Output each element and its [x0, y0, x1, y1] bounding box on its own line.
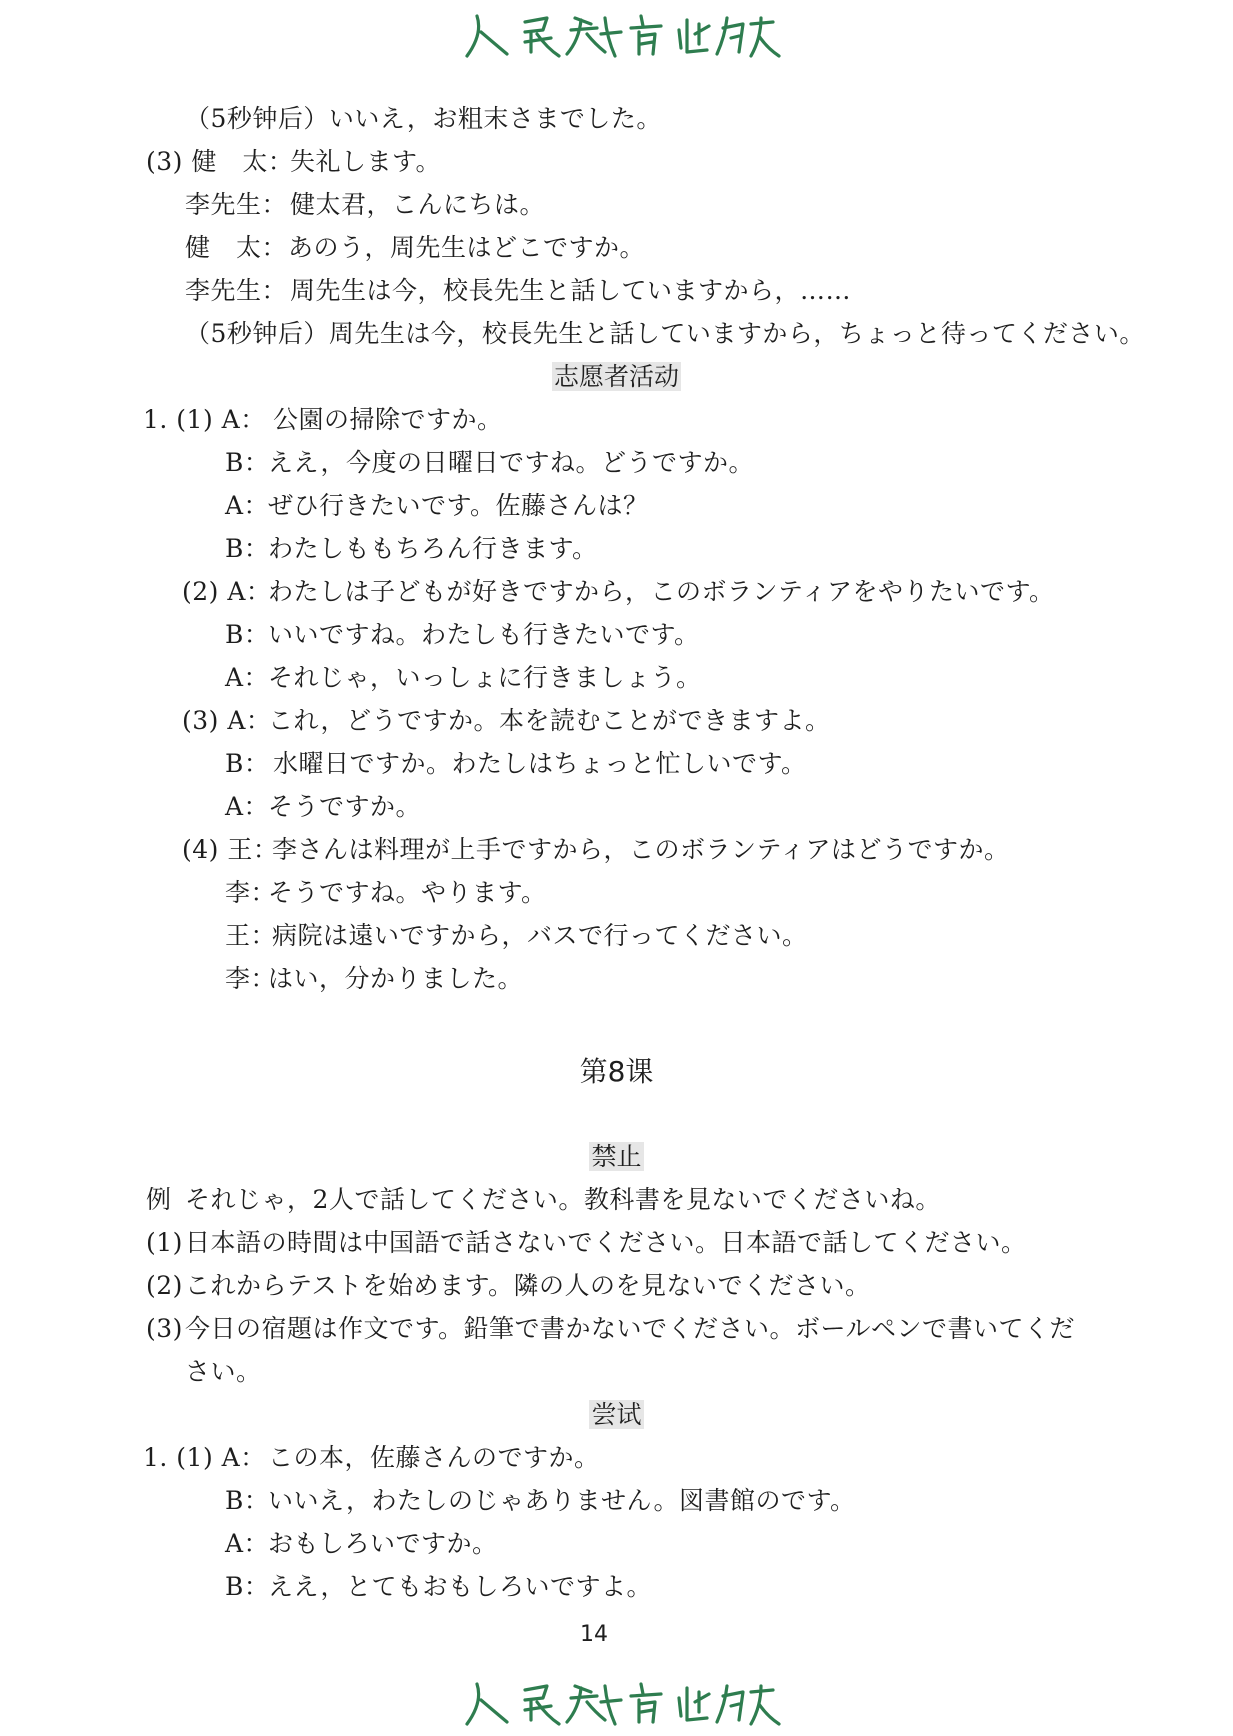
publisher-watermark-bottom: [455, 1672, 785, 1732]
section-heading-volunteer: 志愿者活动: [553, 362, 679, 391]
section-heading-prohibition: 禁止: [591, 1142, 642, 1171]
publisher-logo-icon: [455, 4, 785, 64]
publisher-watermark-top: [455, 4, 785, 64]
page-number: 14: [580, 1622, 608, 1647]
section-heading-attempt: 尝试: [591, 1400, 642, 1429]
lesson-title: 第8课: [579, 1055, 654, 1088]
document-page: （5秒钟后）いいえ，お粗末さまでした。 (3) 健 太： 失礼します。 李先生： 健太君，こんにちは。 健 太： あのう，周先生はどこですか。 李先生： 周先生は今，校長先生と話していますから，…… （5秒钟后）周先生は今，校長先生と話していますから，ちょっと待ってください。 志愿者活动 1. (1) A： 公園の掃除ですか。 B： ええ，今度の日曜日ですね。どうですか。 A： ぜひ行きたいです。佐藤さんは？ B： わたしももちろん行きます。 (2) A： わたしは子どもが好きですから，このボランティアをやりたいです。 B： いいですね。わたしも行きたいです。 A： それじゃ，いっしょに行きましょう。 (3) A： これ，どうですか。本を読むことができますよ。 B： 水曜日ですか。わたしはちょっと忙しいです。 A： そうですか。 (4) 王： 李さんは料理が上手ですから，このボランティアはどうですか。 李： そうですね。やります。 王： 病院は遠いですから，バスで行ってください。 李： はい，分かりました。 第8课 禁止 例 それじゃ，2人で話してください。教科書を見ないでくださいね。 (1) 日本語の時間は中国語で話さないでください。日本語で話してください。 (2) これからテストを始めます。隣の人のを見ないでください。 (3) 今日の宿題は作文です。鉛筆で書かないでください。ボールペンで書いてくだ さい。 尝试 1. (1) A： この本，佐藤さんのですか。 B： いいえ，わたしのじゃありません。図書館のです。 A： おもしろいですか。 B： ええ，とてもおもしろいですよ。 14: [0, 0, 1233, 1736]
publisher-logo-icon: [455, 1672, 785, 1732]
